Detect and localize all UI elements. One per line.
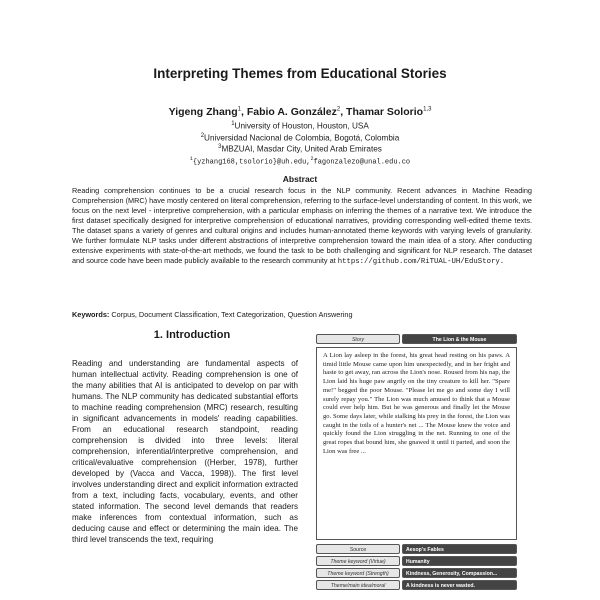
affil-text: MBZUAI, Masdar City, United Arab Emirates	[221, 144, 382, 154]
keywords-text: Corpus, Document Classification, Text Categorization, Question Answering	[111, 310, 353, 319]
story-label: Story	[316, 334, 400, 344]
affil-text: University of Houston, Houston, USA	[234, 121, 369, 131]
story-header	[316, 334, 517, 345]
email-text: fagonzalezo@unal.edu.co	[313, 158, 411, 167]
story-figure	[316, 334, 517, 590]
author-name: Fabio A. González	[246, 106, 337, 118]
meta-value: Humanity	[402, 556, 517, 566]
author-name: Thamar Solorio	[346, 106, 424, 118]
abstract-url: https://github.com/RiTUAL-UH/EduStory.	[337, 258, 505, 266]
keywords-label: Keywords:	[72, 310, 110, 319]
author-name: Yigeng Zhang	[168, 106, 238, 118]
author-list: Yigeng Zhang$^1$, Fabio A. González$^2$, Thamar Solorio$^{1,3}$	[168, 106, 432, 118]
affil-mark: 2	[200, 133, 205, 139]
meta-key: Source	[316, 544, 400, 554]
meta-row-source	[316, 544, 517, 555]
affiliation	[0, 121, 600, 131]
intro-paragraph: Reading and understanding are fundamental aspects of human intellectual activity. Reading comprehension is one of the many abilities that AI is anticipated to develop on par with humans. The NLP community has dedicated substantial efforts to machine reading comprehension (MRC) research, resulting in significant advancements in models' reading capabilities. From an educational research standpoint, reading comprehension is divided into three levels: literal comprehension, inferential/interpretive comprehension, and critical/evaluative comprehension ((Herber, 1978), further developed by (Vacca and Vacca, 1998)). The first level involves understanding direct and explicit information extracted from a text, including facts, vocabulary, events, and other stated information. The second level demands that readers make inferences from contextual information, such as deducing cause and effect or determining the main idea. The third level transcends the text, requiring	[72, 359, 298, 544]
abstract-heading: Abstract	[282, 174, 318, 184]
email-mark: 1	[189, 156, 193, 162]
email-text: {yzhang168,tsolorio}@uh.edu,	[192, 158, 311, 167]
paper-title: Interpreting Themes from Educational Stories	[153, 66, 447, 81]
meta-row-virtue	[316, 556, 517, 567]
meta-row-strength	[316, 568, 517, 579]
meta-value: A kindness is never wasted.	[402, 580, 517, 590]
abstract-text: Reading comprehension continues to be a crucial research focus in the NLP community. Recent advances in Machine Reading Comprehension (MRC) have mostly centered on literal comprehension, referring to the surface-level understanding of content. In this work, we focus on the next level - interpretive comprehension, with a particular emphasis on inferring the themes of a narrative text. We introduce the first dataset specifically designed for interpretive comprehension of educational narratives, providing corresponding well-edited theme texts. The dataset spans a variety of genres and cultural origins and includes human-annotated theme keywords with varying levels of granularity. We further formulate NLP tasks under different abstractions of interpretive comprehension toward the main idea of a story. After conducting extensive experiments with state-of-the-art methods, we found the task to be both challenging and significant for NLP research. The dataset and source code have been made publicly available to the research community at	[72, 186, 532, 265]
affil-mark: 3	[218, 144, 222, 150]
meta-key: Theme/main idea/moral	[316, 580, 400, 590]
meta-value: Kindness, Generosity, Compassion...	[402, 568, 517, 578]
abstract-body	[72, 186, 532, 267]
story-title: The Lion & the Mouse	[402, 334, 517, 344]
affiliation	[0, 133, 600, 143]
affiliation	[0, 144, 600, 154]
author-affil-mark: 1	[237, 106, 241, 113]
author-affil-mark: 1,3	[423, 106, 432, 113]
story-text: A Lion lay asleep in the forest, his great head resting on his paws. A timid little Mouse came upon him unexpectedly, and in her fright and haste to get away, ran across the Lion's nose. Roused from his nap, the Lion laid his huge paw angrily on the tiny creature to kill her. "Spare me!" begged the poor Mouse. "Please let me go and some day I will surely repay you." The Lion was much amused to think that a Mouse could ever help him. But he was generous and finally let the Mouse go. Some days later, while stalking his prey in the forest, the Lion was caught in the toils of a hunter's net ... The Mouse knew the voice and quickly found the Lion struggling in the net. Running to one of the great ropes that bound him, she gnawed it until it parted, and soon the Lion was free ...	[316, 347, 517, 540]
meta-value: Aesop's Fables	[402, 544, 517, 554]
meta-key: Theme keyword (Strength)	[316, 568, 400, 578]
meta-row-moral	[316, 580, 517, 591]
author-emails	[0, 156, 600, 166]
email-mark: 2	[310, 156, 314, 162]
affil-text: Universidad Nacional de Colombia, Bogotá, Colombia	[204, 133, 400, 143]
keywords	[72, 310, 532, 320]
author-affil-mark: 2	[336, 106, 341, 113]
affil-mark: 1	[231, 121, 235, 127]
section-heading: 1. Introduction	[153, 329, 231, 341]
meta-key: Theme keyword (Virtue)	[316, 556, 400, 566]
